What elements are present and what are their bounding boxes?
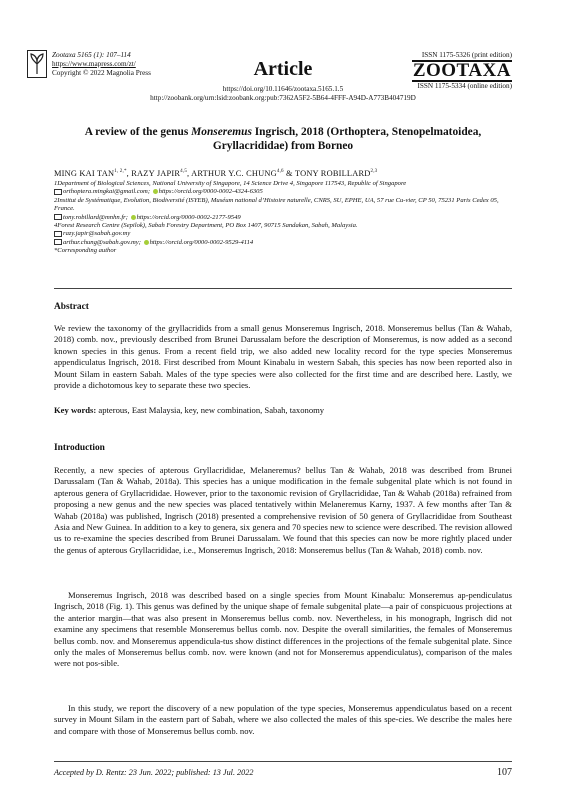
issn-print: ISSN 1175-5326 (print edition)	[421, 51, 512, 59]
affiliation-5-contact	[54, 230, 514, 238]
keywords-label: Key words:	[54, 405, 97, 415]
doi-block	[0, 85, 566, 103]
journal-line: Zootaxa 5165 (1): 107–114	[52, 51, 131, 59]
orcid-icon	[153, 189, 158, 194]
accepted-note: Accepted by D. Rentz: 23 Jun. 2022; published: 13 Jul. 2022	[54, 768, 254, 777]
affiliation-6-contact	[54, 239, 514, 247]
abstract-heading: Abstract	[54, 302, 89, 312]
affiliation-4: 4Forest Research Centre (Sepilok), Sabah Forestry Department, PO Box 1407, 90715 Sandakan, Sabah, Malaysia.	[54, 222, 358, 230]
article-label: Article	[253, 58, 313, 80]
affiliations	[54, 180, 514, 256]
orcid-icon	[131, 215, 136, 220]
keywords-list: apterous, East Malaysia, key, new combination, Sabah, taxonomy	[98, 405, 325, 415]
orcid-link-1[interactable]: https://orcid.org/0000-0002-4324-6305	[158, 188, 263, 196]
affiliation-1-contact	[54, 188, 514, 196]
footer-divider	[54, 761, 512, 762]
intro-paragraph-1: Recently, a new species of apterous Gryllacrididae, Melaneremus? bellus Tan & Wahab, 2018 was described from Brunei Darussalam (Tan & Wahab, 2018a). This species has a unique modification in the female subgenital plate which is not found in apterous genera of Gryllacrididae. However, prior to the taxonomic revision of Gryllacrididae, Tan & Wahab (2018a) refrained from proposing a new genus and the new species was placed tentatively within Melaneremus Karny, 1937. A few months after Tan & Wahab (2018a) was published, Ingrisch (2018) presented a comprehensive revision of 50 genera of Gryllacrididae from Southeast Asia and New Guinea. In addition to a key to genera, six genera and 70 species new to science were described. The revision allowed us to re-examine the species described from Brunei Darussalam. We found that this species can now be more rightly placed under the genus of apterous Gryllacrididae, i.e., Monseremus Ingrisch, 2018: Monseremus bellus (Tan & Wahab, 2018) comb. nov.	[54, 465, 512, 555]
abstract-text: We review the taxonomy of the gryllacridids from a small genus Monseremus Ingrisch, 2018. Monseremus bellus (Tan & Wahab, 2018) comb. nov., previously described from Brunei Darussalam before the description of Monseremus, is now added as a second known species in this genus. From a recent field trip, we also added new locality record for the type species Monseremus appendiculatus Ingrisch, 2018. First described from Mount Kinabalu in western Sabah, this species has now been reported also in Mount Silam in eastern Sabah. Males of the type species were also collected for the first time and are described here. Lastly, we provide a dichotomous key to separate these two species.	[54, 323, 512, 391]
copyright: Copyright © 2022 Magnolia Press	[52, 69, 151, 77]
authors: MING KAI $TAN^{1, 2,*}$, RAZY JAPIR$^{4,5}$, ARTHUR Y.C. CHUNG$^{4,6}$ & TONY ROBILLARD$^{2,3}$	[54, 169, 378, 178]
keywords	[54, 405, 512, 416]
mail-icon	[54, 239, 62, 245]
affiliation-2: 2Institut de Systématique, Evolution, Biodiversité (ISYEB), Muséum national d’Histoire naturelle, CNRS, SU, EPHE, UA, 57 rue Cu-vier, CP 50, 75231 Paris Cedex 05, France.	[54, 196, 499, 213]
paper-title: A review of the genus Monseremus Ingrisch, 2018 (Orthoptera, Stenopelmatoidea, Gryllacrididae) from Borneo	[84, 126, 482, 152]
email-6[interactable]: arthur.chung@sabah.gov.my;	[63, 238, 141, 246]
orcid-link-6[interactable]: https://orcid.org/0000-0002-9529-4114	[149, 238, 254, 246]
divider	[54, 288, 512, 289]
affiliation-1: 1Department of Biological Sciences, National University of Singapore, 14 Science Drive 4, Singapore 117543, Republic of Singapore	[54, 180, 407, 187]
orcid-link-3[interactable]: https://orcid.org/0000-0002-2177-9549	[136, 213, 241, 221]
email-5[interactable]: razy.japir@sabah.gov.my	[63, 230, 131, 238]
zoobank-link[interactable]: http://zoobank.org/urn:lsid:zoobank.org:pub:7362A5F2-5B64-4FFF-A94D-A773B404719D	[150, 94, 416, 102]
mail-icon	[54, 231, 62, 237]
issn-online: ISSN 1175-5334 (online edition)	[417, 82, 512, 90]
intro-paragraph-2: Monseremus Ingrisch, 2018 was described based on a single species from Mount Kinabalu: Monseremus ap-pendiculatus Ingrisch, 2018 (Fig. 1). This genus was defined by the unique shape of female subgenital plate—a pair of conspicuous projections at the anterior margin—that was also present in Monseremus bellus comb. nov. Nevertheless, in his monograph, Ingrisch did not examine any specimens that resemble Monseremus bellus comb. nov. Despite the overall similarities, the females of Monseremus bellus comb. nov. and Monseremus appendicula-tus show distinct differences in the projections of the female subgenital plate. Since only the males of Monseremus bellus comb. nov. were known (and not for Monseremus appendiculatus), comparison of the males were not pos-sible.	[54, 590, 512, 669]
page-number: 107	[497, 767, 512, 778]
affiliation-3-contact	[54, 214, 514, 222]
orcid-icon	[144, 240, 149, 245]
mail-icon	[54, 214, 62, 220]
mail-icon	[54, 189, 62, 195]
introduction-heading: Introduction	[54, 443, 105, 453]
intro-paragraph-3: In this study, we report the discovery of a new population of the type species, Monseremus appendiculatus based on a recent survey in Mount Silam in the eastern part of Sabah, where we also collected the males of this spe-cies. We describe the males here and compare with those of Monseremus bellus comb. nov.	[54, 703, 512, 736]
corresponding-author-note: *Corresponding author	[54, 247, 117, 255]
journal-url[interactable]: https://www.mapress.com/zt/	[52, 60, 136, 68]
journal-name: ZOOTAXA	[412, 60, 511, 81]
email-3[interactable]: tony.robillard@mnhn.fr;	[63, 213, 128, 221]
email-1[interactable]: orthoptera.mingkai@gmail.com;	[63, 188, 151, 196]
title-genus: Monseremus	[191, 126, 252, 138]
doi-link[interactable]: https://doi.org/10.11646/zootaxa.5165.1.5	[222, 85, 344, 93]
